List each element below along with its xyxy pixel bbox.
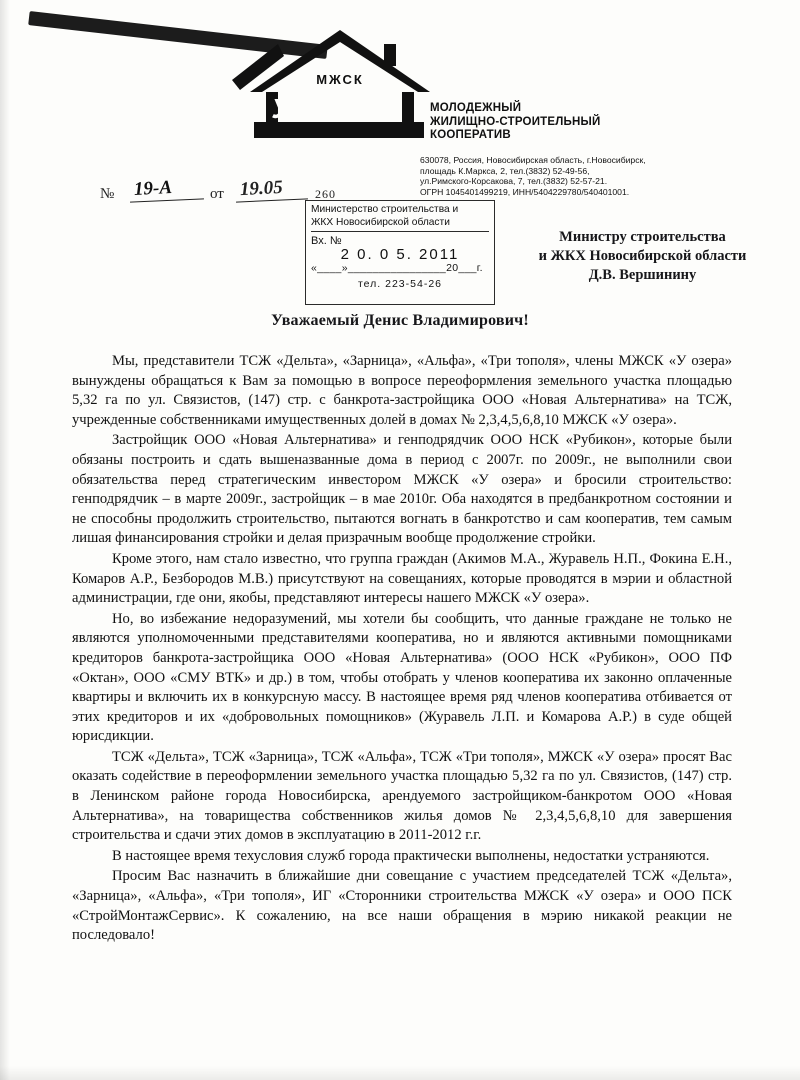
stamp-org-line-2: ЖКХ Новосибирской области (311, 216, 450, 228)
paragraph-5: ТСЖ «Дельта», ТСЖ «Зарница», ТСЖ «Альфа», ТСЖ «Три тополя», МЖСК «У озера» просят Вас оказать содействие в переоформлении земельного участка площадью 5,32 га по ул. Связистов, (147) стр. в Ленинском районе города Новосибирска, арендуемого застройщиком-банкротом ООО «Новая Альтернатива», на товарищества собственников жилья домов № 2,3,4,5,6,8,10 для завершения строительства и сдачи этих домов в эксплуатацию в 2011-2012 г.г. (72, 748, 732, 844)
outgoing-number-label: № (100, 186, 115, 202)
stamp-date: 2 0. 0 5. 2011 (340, 245, 460, 263)
stamp-phone: тел. 223-54-26 (357, 277, 442, 290)
scan-edge-shadow-bottom (0, 1066, 800, 1080)
outgoing-reference: 260 (315, 187, 336, 201)
letter-body (72, 352, 732, 947)
paragraph-6: В настоящее время техусловия служб города практически выполнены, недостатки устраняются. (112, 847, 710, 864)
stamp-blank-date-line: «____»________________20___г. (311, 262, 483, 274)
contact-line-1: 630078, Россия, Новосибирская область, г.Новосибирск, (420, 155, 646, 165)
addressee-line-2: и ЖКХ Новосибирской области (538, 248, 747, 264)
stamp-org-line-1: Министерство строительства и (311, 204, 459, 215)
svg-text:У ОЗЕРА: У ОЗЕРА (271, 93, 401, 124)
organization-contacts (420, 155, 780, 197)
stamp-divider (311, 231, 489, 232)
paragraph-4: Но, во избежание недоразумений, мы хотели бы сообщить, что данные граждане не только не являются уполномоченными представителями кооператива, но и являются активными помощниками кредиторов банкрота-застройщика ООО «Новая Альтернатива» (ООО НСК «Рубикон», ООО ПФ «Октан», ООО «СМУ ВТК» и др.) в том, чтобы отобрать у членов кооператива их законно оплаченные квартиры и включить их в конкурсную массу. В настоящее время ряд членов кооператива отбивается от этих кредиторов и их «добровольных помощников» (Журавель Л.П. и Комарова А.Р.) в суде общей юрисдикции. (72, 610, 732, 745)
outgoing-date-value: 19.05 (239, 176, 284, 201)
organization-name (430, 102, 690, 143)
org-name-line-2: ЖИЛИЩНО-СТРОИТЕЛЬНЫЙ (430, 115, 601, 128)
cooperative-logo (232, 22, 452, 150)
contact-line-4: ОГРН 1045401499219, ИНН/5404229780/540401001. (420, 186, 630, 197)
paragraph-3: Кроме этого, нам стало известно, что группа граждан (Акимов М.А., Журавель Н.П., Фокина Е.Н., Комаров А.Р., Безбородов М.В.) присутствуют на совещаниях, которые проводятся в мэрии и областной администрации, где они, якобы, представляют интересы нашего МЖСК «У озера». (72, 550, 732, 607)
contact-line-2: площадь К.Маркса, 2, тел.(3832) 52-49-56, (420, 165, 590, 176)
stamp-incoming-label: Вх. № (311, 235, 342, 247)
paragraph-7: Просим Вас назначить в ближайшие дни совещание с участием председателей ТСЖ «Дельта», «Зарница», «Альфа», «Три тополя», ИГ «Сторонники строительства МЖСК «У озера» и ООО ПСК «СтройМонтажСервис». К сожалению, на все наши обращения в мэрию никакой реакции не последовало! (72, 868, 732, 944)
scan-edge-shadow-left (0, 0, 10, 1080)
org-name-line-1: МОЛОДЕЖНЫЙ (430, 102, 522, 114)
addressee-block (500, 228, 785, 285)
house-logo-icon (232, 22, 452, 150)
salutation: Уважаемый Денис Владимирович! (271, 312, 529, 329)
addressee-line-1: Министру строительства (559, 229, 726, 245)
svg-text:МЖСК: МЖСК (316, 72, 364, 87)
outgoing-number-value: 19-А (133, 177, 173, 200)
addressee-line-3: Д.В. Вершинину (588, 267, 697, 283)
org-name-line-3: КООПЕРАТИВ (430, 129, 511, 141)
paragraph-2: Застройщик ООО «Новая Альтернатива» и генподрядчик ООО НСК «Рубикон», которые были обязаны построить и сдать вышеназванные дома в период с 2007г. по 2009г., не выполнили свои обязательства перед стратегическим инвестором МЖСК «У озера» и бросили строительство: генподрядчик – в марте 2009г., застройщик – в мае 2010г. Оба находятся в предбанкротном состоянии и не способны продолжить строительство, пытаются вогнать в банкротство и сам кооператив, тем самым лишая финансирования стройки и делая призрачным вообще продолжение стройки. (72, 432, 732, 547)
contact-line-3: ул.Римского-Корсакова, 7, тел.(3832) 52-57-21. (420, 176, 608, 187)
outgoing-from-label: от (210, 186, 224, 202)
paragraph-1: Мы, представители ТСЖ «Дельта», «Зарница», «Альфа», «Три тополя», члены МЖСК «У озера» вынуждены обращаться к Вам за помощью в вопросе переоформления земельного участка площадью 5,32 га по ул. Связистов, (147) стр. с банкрота-застройщика ООО «Новая Альтернатива» на ТСЖ, учрежденные собственниками имущественных долей в домах № 2,3,4,5,6,8,10 МЖСК «У озера». (72, 353, 732, 428)
incoming-registration-stamp (305, 200, 495, 305)
